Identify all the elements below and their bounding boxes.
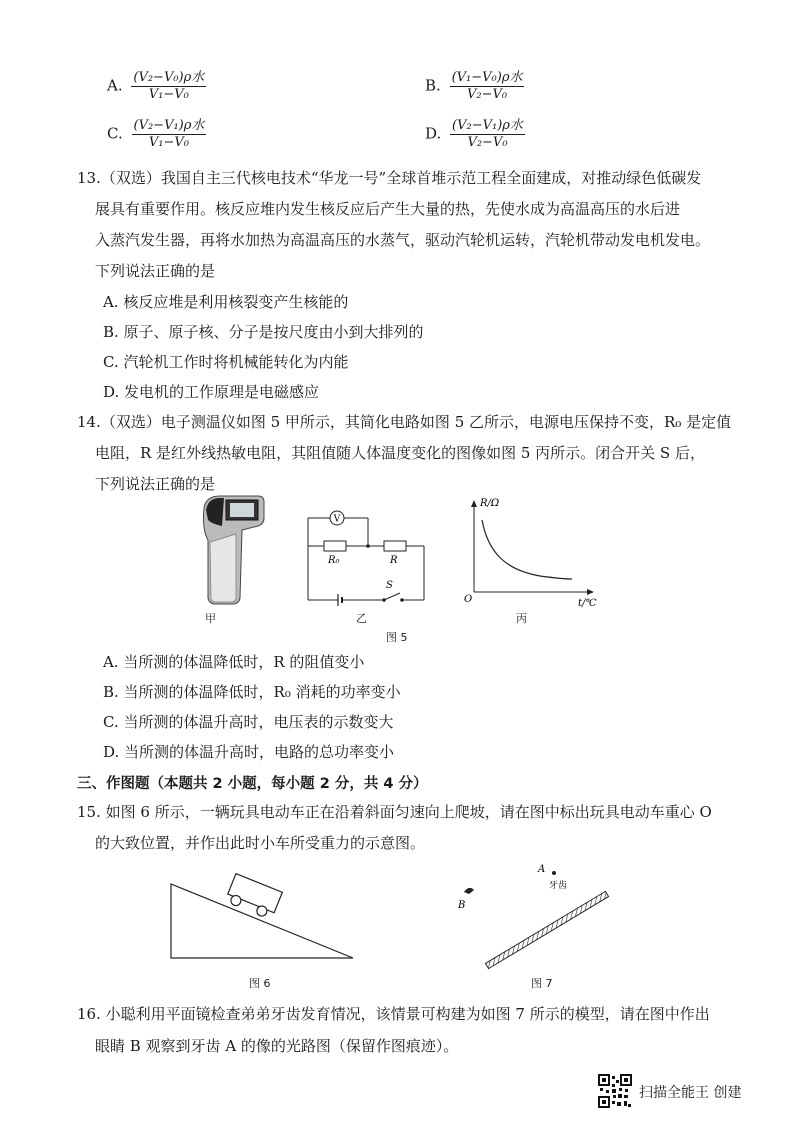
q15-stem-line1: 15. 如图 6 所示，一辆玩具电动车正在沿着斜面匀速向上爬坡，请在图中标出玩具电动车重心 O bbox=[77, 803, 712, 821]
q13-stem-line4: 下列说法正确的是 bbox=[95, 262, 216, 280]
numerator: (V₂−V₁)ρ水 bbox=[133, 118, 205, 133]
resistance-temperature-graph bbox=[460, 492, 610, 610]
q16-stem-line2: 眼睛 B 观察到牙齿 A 的像的光路图（保留作图痕迹）。 bbox=[95, 1037, 459, 1055]
denominator: V₁−V₀ bbox=[148, 135, 189, 150]
q14-stem-line1: 14.（双选）电子测温仪如图 5 甲所示，其简化电路如图 5 乙所示，电源电压保持不变，R₀ 是定值 bbox=[77, 413, 732, 431]
figure-label-jia: 甲 bbox=[205, 612, 216, 625]
q13-stem-line2: 展具有重要作用。核反应堆内发生核反应后产生大量的热，先使水成为高温高压的水后进 bbox=[95, 200, 681, 218]
denominator: V₂−V₀ bbox=[466, 87, 508, 102]
option-label: C. bbox=[107, 124, 123, 143]
origin-label: O bbox=[464, 594, 473, 605]
q14-option-a: A. 当所测的体温降低时，R 的阻值变小 bbox=[103, 653, 365, 671]
denominator: V₁−V₀ bbox=[148, 87, 189, 102]
resistor-r bbox=[384, 541, 406, 551]
numerator: (V₁−V₀)ρ水 bbox=[451, 70, 523, 85]
q13-option-d: D. 发电机的工作原理是电磁感应 bbox=[103, 383, 320, 401]
x-axis-label: t/℃ bbox=[578, 598, 597, 609]
q13-option-c: C. 汽轮机工作时将机械能转化为内能 bbox=[103, 353, 349, 371]
section-heading: 三、作图题（本题共 2 小题，每小题 2 分，共 4 分） bbox=[77, 776, 428, 792]
switch-label: S bbox=[386, 580, 393, 591]
option-label: A. bbox=[107, 76, 123, 95]
fraction bbox=[132, 118, 207, 151]
mirror-figure bbox=[450, 860, 625, 970]
point-a-label: A bbox=[538, 864, 546, 875]
q12-option-c bbox=[107, 118, 206, 151]
r0-label: R₀ bbox=[328, 555, 340, 566]
numerator: (V₂−V₀)ρ水 bbox=[133, 70, 205, 85]
figure-label-bing: 丙 bbox=[516, 612, 527, 625]
q14-stem-line3: 下列说法正确的是 bbox=[95, 475, 216, 493]
resistance-curve bbox=[482, 520, 572, 579]
y-axis-label: R/Ω bbox=[480, 498, 500, 509]
option-label: B. bbox=[425, 76, 441, 95]
figure-7-caption: 图 7 bbox=[531, 977, 553, 990]
q13-stem-line1: 13.（双选）我国自主三代核电技术“华龙一号”全球首堆示范工程全面建成，对推动绿色低碳发 bbox=[77, 169, 702, 187]
q13-option-b: B. 原子、原子核、分子是按尺度由小到大排列的 bbox=[103, 323, 424, 341]
q14-option-b: B. 当所测的体温降低时，R₀ 消耗的功率变小 bbox=[103, 683, 401, 701]
q13-option-a: A. 核反应堆是利用核裂变产生核能的 bbox=[103, 293, 349, 311]
voltmeter-label: V bbox=[333, 514, 341, 525]
q14-option-c: C. 当所测的体温升高时，电压表的示数变大 bbox=[103, 713, 394, 731]
thermometer-figure bbox=[196, 490, 271, 610]
scanner-watermark: 扫描全能王 创建 bbox=[639, 1085, 742, 1101]
q16-stem-line1: 16. 小聪利用平面镜检查弟弟牙齿发育情况，该情景可构建为如图 7 所示的模型，请在图中作出 bbox=[77, 1005, 710, 1023]
figure-5-caption: 图 5 bbox=[386, 631, 408, 644]
tooth-label: 牙齿 bbox=[549, 881, 568, 891]
figure-label-yi: 乙 bbox=[356, 612, 367, 625]
q12-option-a bbox=[107, 70, 206, 103]
point-b-label: B bbox=[458, 900, 466, 911]
incline-car-figure bbox=[165, 868, 360, 966]
plane-mirror bbox=[485, 891, 608, 968]
fraction bbox=[131, 70, 206, 103]
tooth-point-a bbox=[552, 871, 556, 875]
q14-stem-line2: 电阻，R 是红外线热敏电阻，其阻值随人体温度变化的图像如图 5 丙所示。闭合开关 S 后， bbox=[95, 444, 705, 462]
resistor-r0 bbox=[324, 541, 346, 551]
denominator: V₂−V₀ bbox=[467, 135, 508, 150]
eye-icon bbox=[464, 888, 474, 894]
qr-code-icon bbox=[598, 1074, 632, 1108]
figure-6-caption: 图 6 bbox=[249, 977, 271, 990]
fraction bbox=[450, 70, 525, 103]
fraction bbox=[450, 118, 525, 151]
q15-stem-line2: 的大致位置，并作出此时小车所受重力的示意图。 bbox=[95, 834, 426, 852]
q12-option-d bbox=[425, 118, 525, 151]
q13-stem-line3: 入蒸汽发生器，再将水加热为高温高压的水蒸气，驱动汽轮机运转，汽轮机带动发电机发电。 bbox=[95, 231, 711, 249]
numerator: (V₂−V₁)ρ水 bbox=[452, 118, 523, 133]
toy-car-body bbox=[228, 874, 283, 913]
r-label: R bbox=[390, 555, 398, 566]
q12-option-b bbox=[425, 70, 524, 103]
switch-symbol bbox=[384, 593, 400, 600]
circuit-diagram bbox=[300, 496, 435, 614]
q14-option-d: D. 当所测的体温升高时，电路的总功率变小 bbox=[103, 743, 395, 761]
option-label: D. bbox=[425, 124, 442, 143]
